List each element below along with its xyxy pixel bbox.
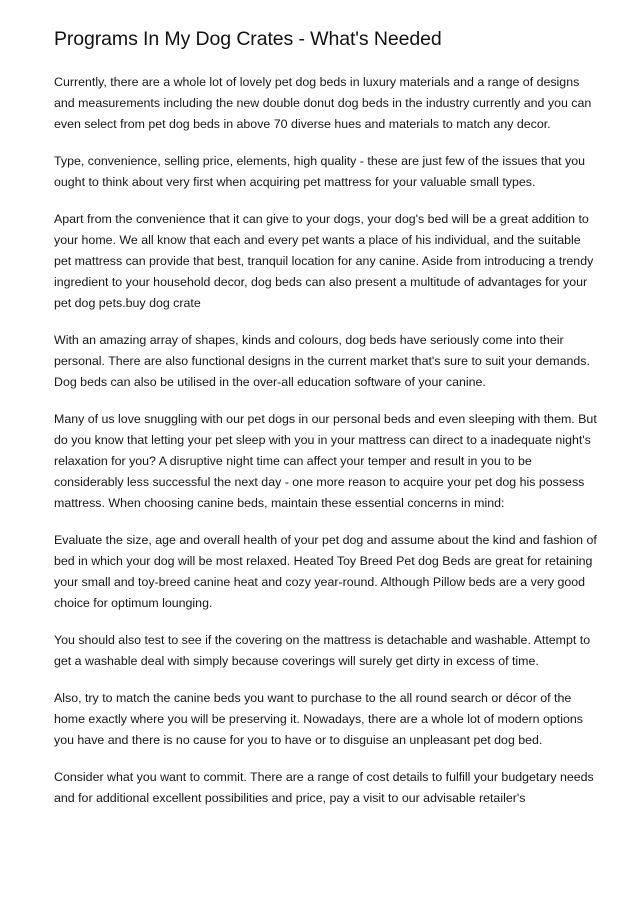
paragraph-4: With an amazing array of shapes, kinds and colours, dog beds have seriously come into their personal. There are also functional designs in the current market that's sure to suit your demands. Dog beds can also be utilised in the over-all education software of your canine. [54,333,590,389]
document-title: Programs In My Dog Crates - What's Needed [54,28,442,50]
paragraph-9: Consider what you want to commit. There are a range of cost details to fulfill your budgetary needs and for additional excellent possibilities and price, pay a visit to our advisable retailer's [54,770,594,805]
paragraph-8: Also, try to match the canine beds you want to purchase to the all round search or décor of the home exactly where you will be preserving it. Nowadays, there are a whole lot of modern options you have and there is no cause for you to have or to disguise an unpleasant pet dog bed. [54,691,583,747]
paragraph-7: You should also test to see if the covering on the mattress is detachable and washable. Attempt to get a washable deal with simply because coverings will surely get dirty in excess of time. [54,633,591,668]
paragraph-3: Apart from the convenience that it can give to your dogs, your dog's bed will be a great addition to your home. We all know that each and every pet wants a place of his individual, and the suitable pet mattress can provide that best, tranquil location for any canine. Aside from introducing a trendy ingredient to your household decor, dog beds can also present a multitude of advantages for your pet dog pets.buy dog crate [54,212,594,310]
paragraph-1: Currently, there are a whole lot of lovely pet dog beds in luxury materials and a range of designs and measurements including the new double donut dog beds in the industry currently and you can even select from pet dog beds in above 70 diverse hues and materials to match any decor. [54,75,592,131]
paragraph-2: Type, convenience, selling price, elements, high quality - these are just few of the issues that you ought to think about very first when acquiring pet mattress for your valuable small types. [54,154,586,189]
paragraph-6: Evaluate the size, age and overall health of your pet dog and assume about the kind and fashion of bed in which your dog will be most relaxed. Heated Toy Breed Pet dog Beds are great for retaining your small and toy-breed canine heat and cozy year-round. Although Pillow beds are a very good choice for optimum lounging. [54,533,597,610]
paragraph-5: Many of us love snuggling with our pet dogs in our personal beds and even sleeping with them. But do you know that letting your pet sleep with you in your mattress can direct to a inadequate night's relaxation for you? A disruptive night time can affect your temper and result in you to be considerably less successful the next day - one more reason to acquire your pet dog his possess mattress. When choosing canine beds, maintain these essential concerns in mind: [54,412,597,510]
